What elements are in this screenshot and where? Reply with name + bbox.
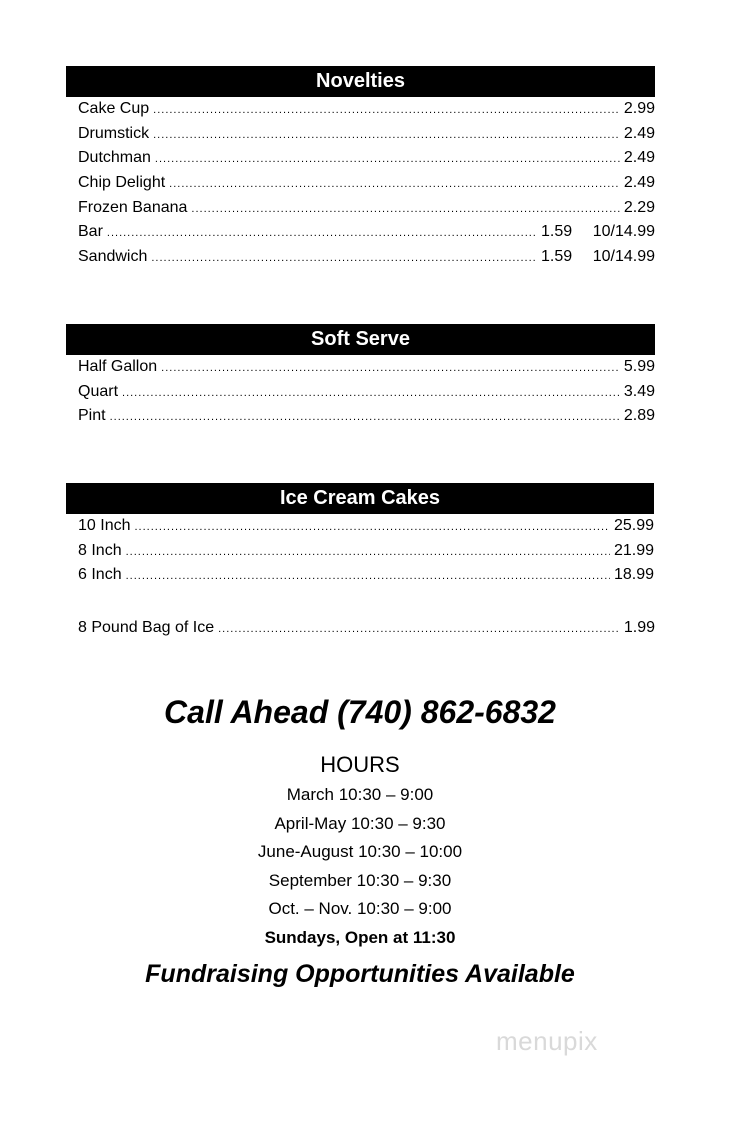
item-name: Drumstick xyxy=(78,124,150,142)
item-prices xyxy=(541,220,655,245)
item-name: Quart xyxy=(78,382,119,400)
item-bulk-price: 10/14.99 xyxy=(592,223,655,241)
item-price: 21.99 xyxy=(613,541,654,559)
item-prices xyxy=(541,245,655,270)
menu-item xyxy=(78,539,654,564)
watermark: menupix xyxy=(496,1026,598,1056)
item-name: Sandwich xyxy=(78,248,148,266)
dot-leader xyxy=(191,197,619,222)
menu-item xyxy=(78,171,655,196)
item-name: Cake Cup xyxy=(78,100,150,117)
menu-item xyxy=(78,196,655,221)
item-name: Half Gallon xyxy=(78,358,158,375)
item-name: Bar xyxy=(78,223,103,241)
dot-leader xyxy=(110,405,620,430)
item-name: 8 Pound Bag of Ice xyxy=(78,619,215,636)
hours-title: HOURS xyxy=(320,752,400,777)
dot-leader xyxy=(151,246,537,271)
item-name: Frozen Banana xyxy=(78,198,188,216)
item-price: 2.49 xyxy=(623,174,655,192)
ice-cream-cakes-list xyxy=(66,514,654,588)
hours-line: March 10:30 – 9:00 xyxy=(286,785,434,804)
menu-item xyxy=(78,514,654,539)
item-bulk-price: 10/14.99 xyxy=(592,248,655,266)
dot-leader xyxy=(155,147,620,172)
dot-leader xyxy=(126,540,610,565)
novelties-list xyxy=(66,97,655,270)
item-name: Chip Delight xyxy=(78,174,166,192)
dot-leader xyxy=(153,98,620,123)
menu-item xyxy=(78,245,655,270)
item-price: 18.99 xyxy=(613,566,654,584)
item-price: 2.49 xyxy=(623,124,655,142)
item-price: 3.49 xyxy=(623,382,655,400)
section-header-soft-serve: Soft Serve xyxy=(66,324,655,355)
menu-item xyxy=(78,122,655,147)
ice-cream-cakes-section xyxy=(66,483,654,588)
dot-leader xyxy=(107,221,537,246)
dot-leader xyxy=(134,515,609,540)
dot-leader xyxy=(126,564,610,589)
soft-serve-list xyxy=(66,355,655,429)
item-name: 6 Inch xyxy=(78,566,122,584)
fundraising-note: Fundraising Opportunities Available xyxy=(145,960,575,988)
dot-leader xyxy=(218,617,620,642)
menu-item xyxy=(78,220,655,245)
hours-line: Oct. – Nov. 10:30 – 9:00 xyxy=(268,899,452,918)
hours-sundays: Sundays, Open at 11:30 xyxy=(264,927,456,947)
call-ahead-phone: Call Ahead (740) 862-6832 xyxy=(164,694,556,730)
menu-item xyxy=(78,97,655,122)
menu-item xyxy=(78,146,655,171)
hours-line: June-August 10:30 – 10:00 xyxy=(257,842,463,861)
item-price: 2.99 xyxy=(623,100,655,117)
menu-item xyxy=(78,380,655,405)
item-price: 5.99 xyxy=(623,358,655,375)
item-price: 2.49 xyxy=(623,149,655,167)
hours-line: April-May 10:30 – 9:30 xyxy=(274,813,446,833)
item-price: 1.59 xyxy=(541,248,573,266)
item-name: 8 Inch xyxy=(78,541,122,559)
item-name: Pint xyxy=(78,407,106,425)
item-price: 2.89 xyxy=(623,407,655,425)
item-price: 2.29 xyxy=(623,198,655,216)
item-price: 1.59 xyxy=(541,223,573,241)
dot-leader xyxy=(161,356,620,381)
menu-item xyxy=(78,404,655,429)
section-header-novelties: Novelties xyxy=(66,66,655,97)
item-price: 1.99 xyxy=(623,619,655,636)
section-header-ice-cream-cakes: Ice Cream Cakes xyxy=(66,483,654,514)
soft-serve-section xyxy=(66,324,655,429)
dot-leader xyxy=(153,123,620,148)
novelties-section xyxy=(66,66,655,270)
menu-item xyxy=(78,563,654,588)
dot-leader xyxy=(169,172,620,197)
dot-leader xyxy=(122,381,620,406)
item-name: Dutchman xyxy=(78,149,151,167)
item-price: 25.99 xyxy=(613,517,654,534)
menu-item xyxy=(78,355,655,380)
menu-item-ice-bag xyxy=(78,616,655,641)
hours-line: September 10:30 – 9:30 xyxy=(268,870,452,890)
item-name: 10 Inch xyxy=(78,517,131,534)
hours-list xyxy=(0,781,720,952)
